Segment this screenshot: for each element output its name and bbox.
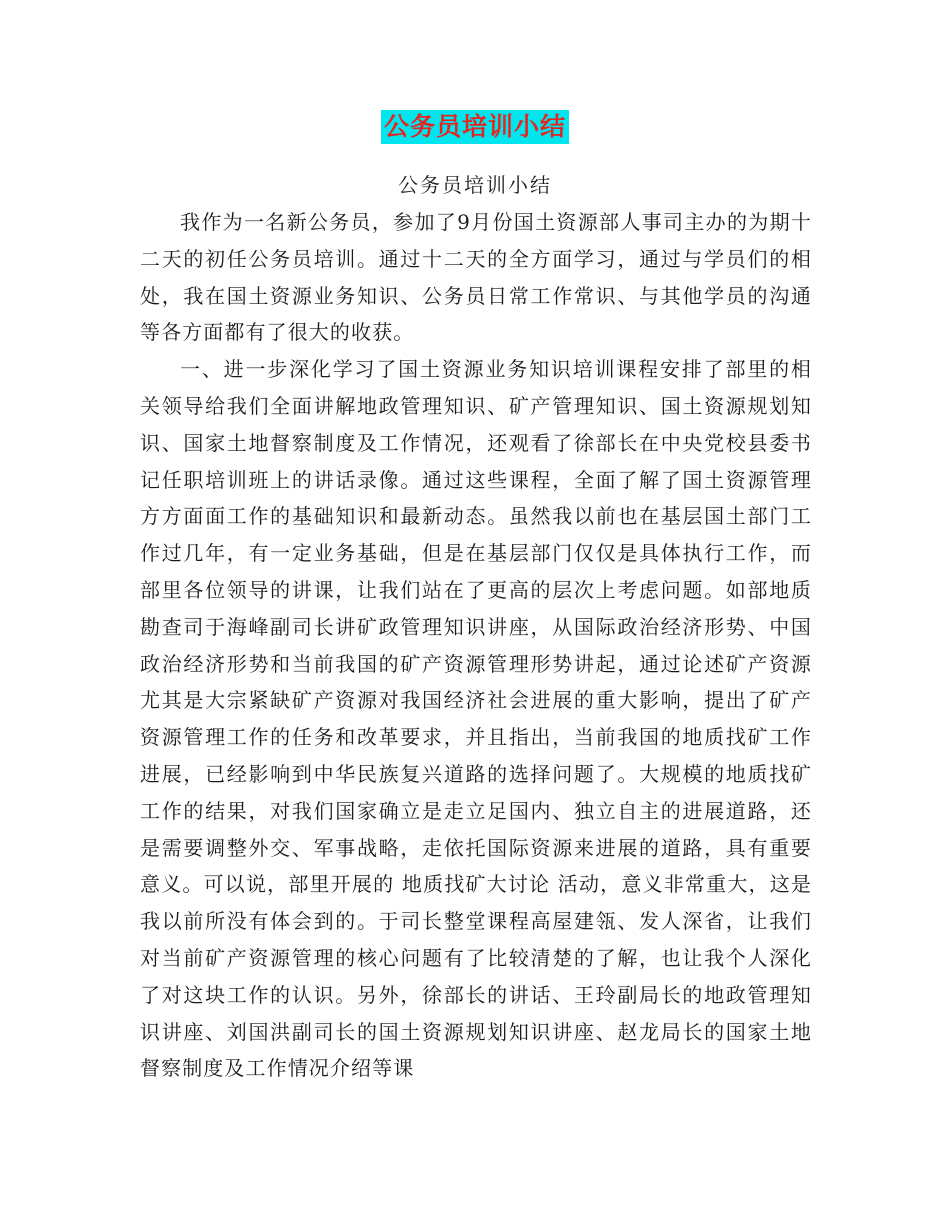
paragraph-intro: 我作为一名新公务员，参加了9月份国土资源部人事司主办的为期十二天的初任公务员培训。通过十二天的全方面学习，通过与学员们的相处，我在国土资源业务知识、公务员日常工作常识、与其他学员的沟通等各方面都有了很大的收获。 [140,210,812,345]
document-title: 公务员培训小结 [381,110,569,144]
paragraph-section-one: 一、进一步深化学习了国土资源业务知识培训课程安排了部里的相关领导给我们全面讲解地政管理知识、矿产管理知识、国土资源规划知识、国家土地督察制度及工作情况，还观看了徐部长在中央党校县委书记任职培训班上的讲话录像。通过这些课程，全面了解了国土资源管理方方面面工作的基础知识和最新动态。虽然我以前也在基层国土部门工作过几年，有一定业务基础，但是在基层部门仅仅是具体执行工作，而部里各位领导的讲课，让我们站在了更高的层次上考虑问题。如部地质勘查司于海峰副司长讲矿政管理知识讲座，从国际政治经济形势、中国政治经济形势和当前我国的矿产资源管理形势讲起，通过论述矿产资源尤其是大宗紧缺矿产资源对我国经济社会进展的重大影响，提出了矿产资源管理工作的任务和改革要求，并且指出，当前我国的地质找矿工作进展，已经影响到中华民族复兴道路的选择问题了。大规模的地质找矿工作的结果，对我们国家确立是走立足国内、独立自主的进展道路，还是需要调整外交、军事战略，走依托国际资源来进展的道路，具有重要意义。可以说，部里开展的 地质找矿大讨论 活动，意义非常重大，这是我以前所没有体会到的。于司长整堂课程高屋建瓴、发人深省，让我们对当前矿产资源管理的核心问题有了比较清楚的了解，也让我个人深化了对这块工作的认识。另外，徐部长的讲话、王玲副局长的地政管理知识讲座、刘国洪副司长的国土资源规划知识讲座、赵龙局长的国家土地督察制度及工作情况介绍等课 [140,357,812,1081]
document-body [140,204,812,1087]
title-container [0,110,950,144]
document-subtitle: 公务员培训小结 [398,173,552,197]
